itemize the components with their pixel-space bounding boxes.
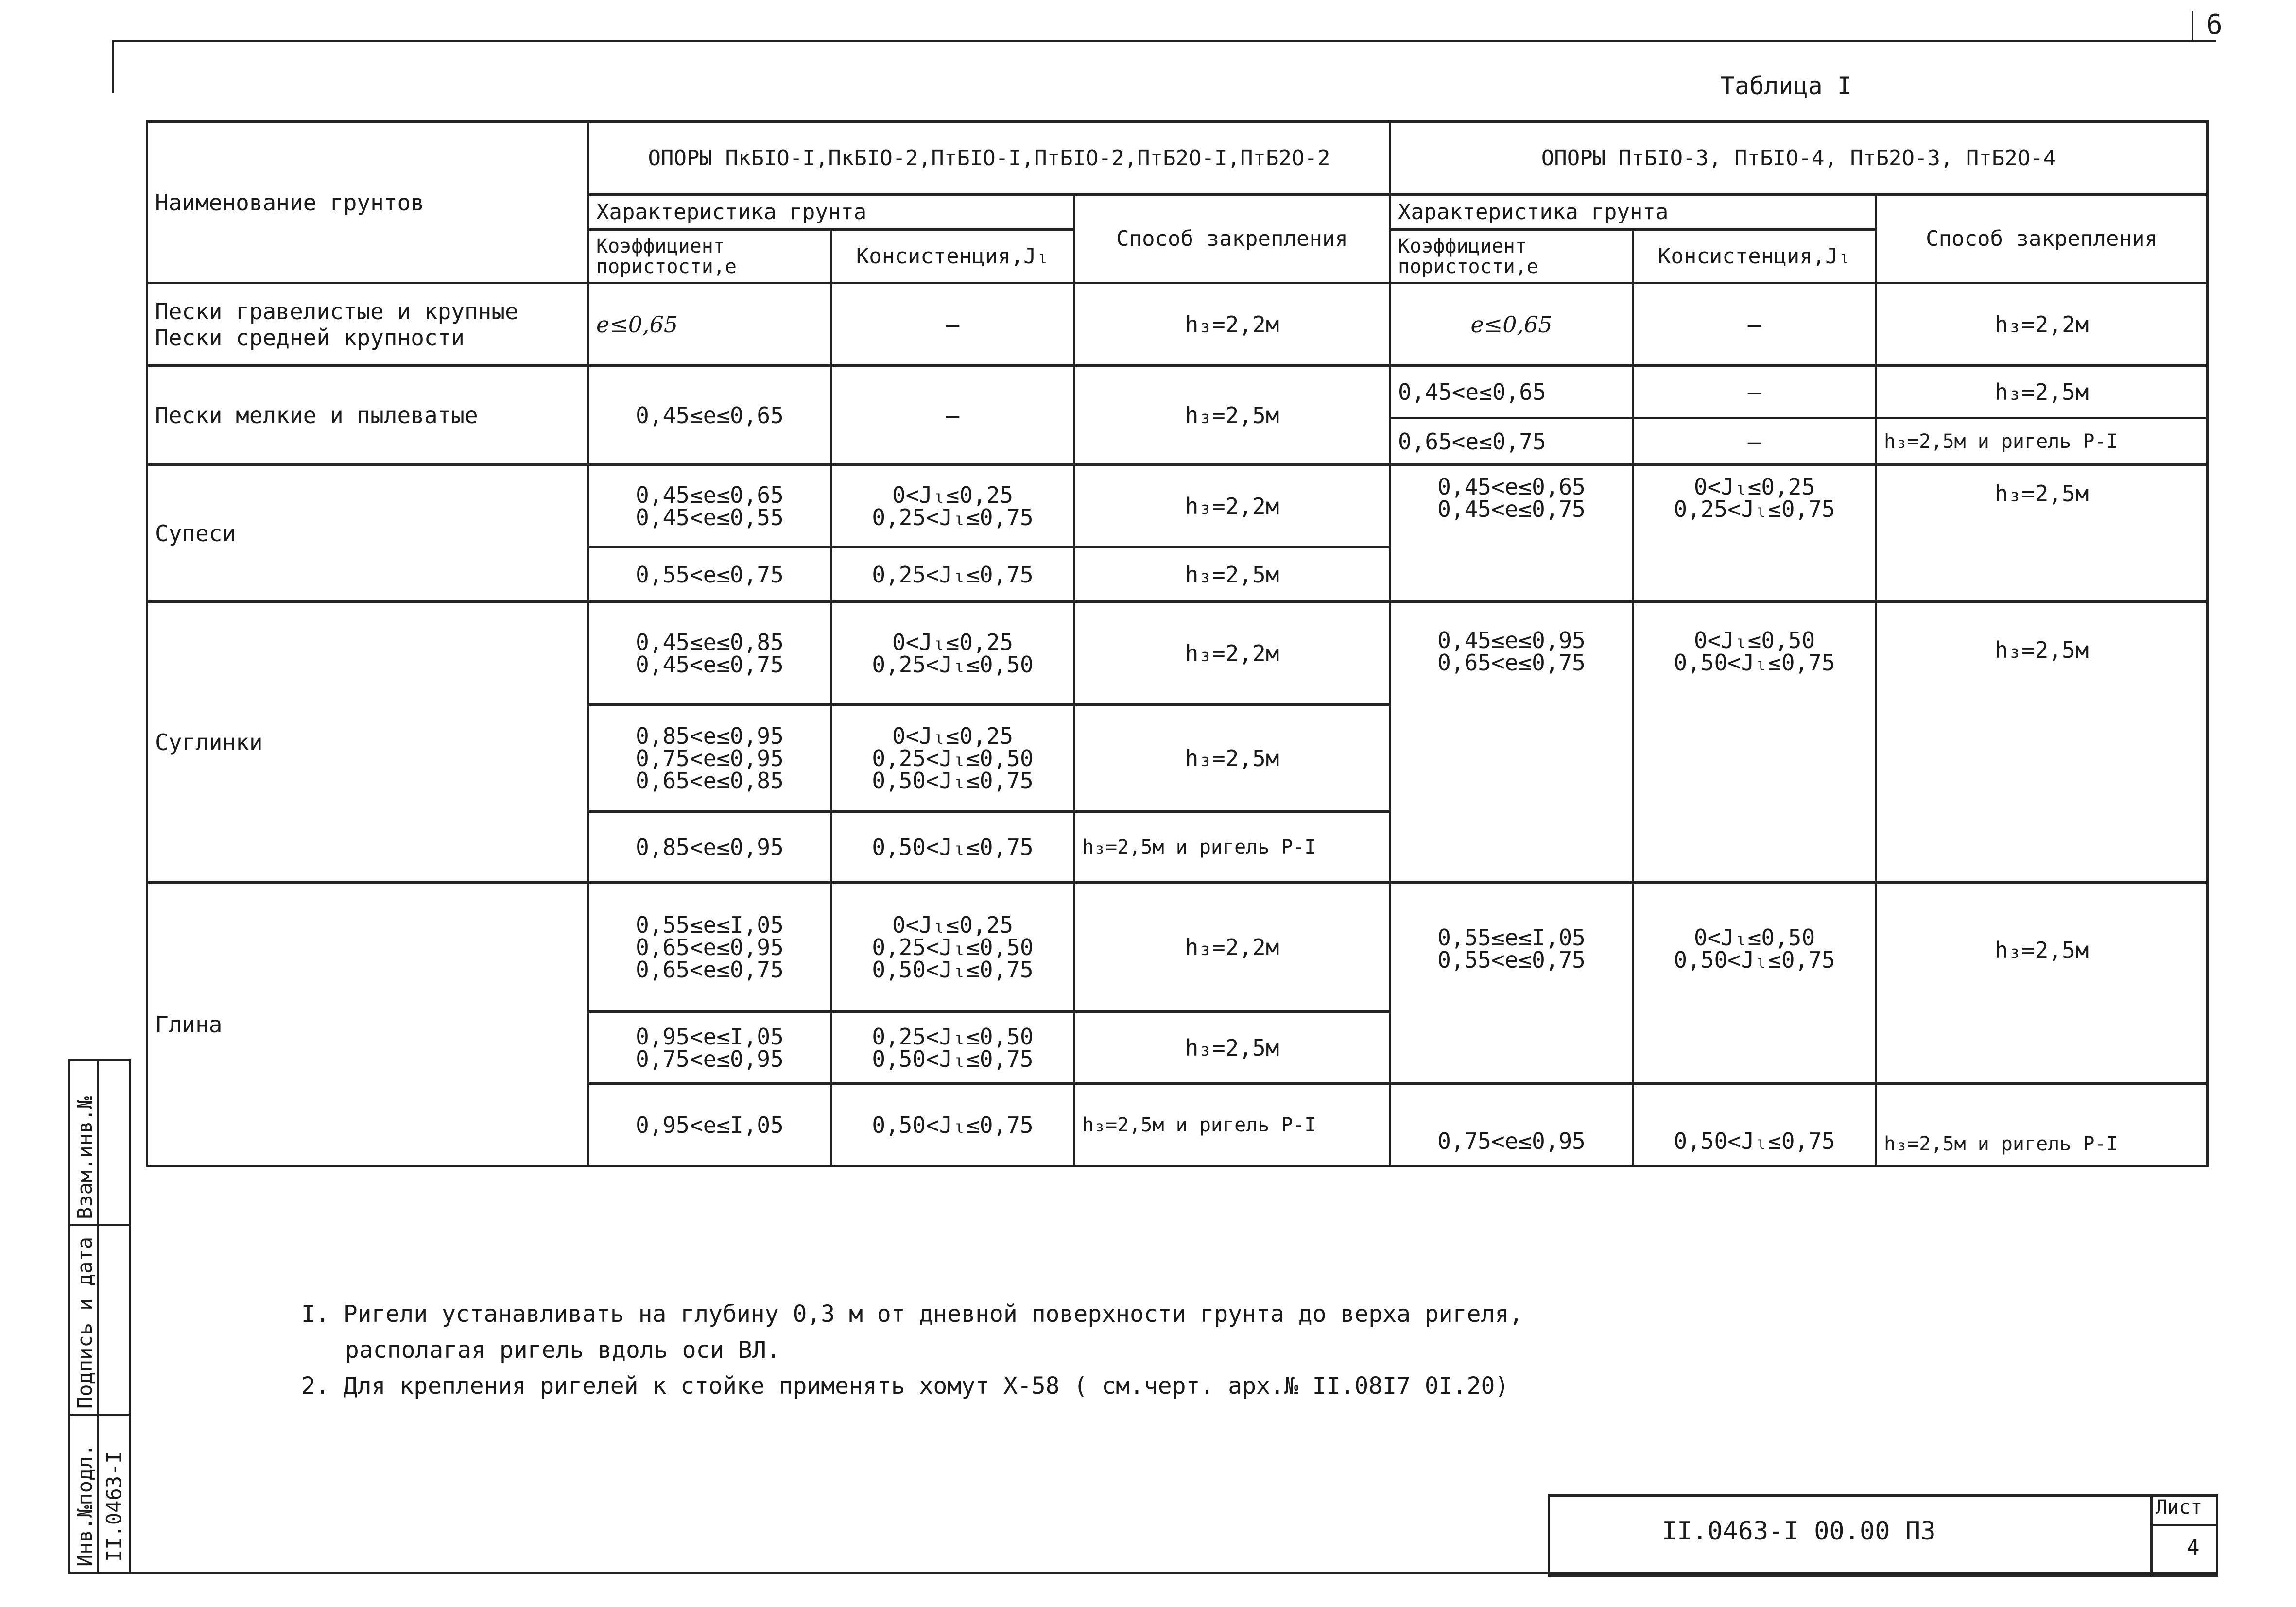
header-consistency-2: Консистенция,Jₗ	[1633, 230, 1876, 283]
row-suglinki-r2-e3: 0,65<e≤0,85	[636, 767, 784, 794]
row-gravel-g1-e: e≤0,65	[588, 283, 831, 366]
row-fine-g2-e1: 0,45<e≤0,65	[1390, 366, 1633, 418]
side-stamp-divider	[97, 1059, 99, 1572]
row-suglinki-g2-e2: 0,65<e≤0,75	[1437, 650, 1586, 676]
row-supesi-g2-j2: 0,25<Jₗ≤0,75	[1674, 496, 1835, 522]
row-glina-g2b-j: 0,50<Jₗ≤0,75	[1633, 1084, 1876, 1166]
row-gravel-g2-fix: h₃=2,2м	[1876, 283, 2208, 366]
row-fine-g1-j: –	[831, 366, 1074, 465]
row-supesi-r1-fix: h₃=2,2м	[1074, 465, 1390, 547]
row-glina-r3-e: 0,95<e≤I,05	[588, 1084, 831, 1166]
row-fine-g1-e: 0,45≤e≤0,65	[588, 366, 831, 465]
row-suglinki-g2-fix: h₃=2,5м	[1876, 602, 2208, 883]
row-glina-r2-e2: 0,75<e≤0,95	[636, 1045, 784, 1072]
side-label-replace: Взам.инв.№	[73, 1096, 97, 1219]
row-glina-g2b-fix: h₃=2,5м и ригель Р-I	[1876, 1084, 2208, 1166]
side-inv-number: II.0463-I	[102, 1451, 126, 1562]
row-suglinki-name: Суглинки	[147, 602, 588, 883]
row-glina-r3-j: 0,50<Jₗ≤0,75	[831, 1084, 1074, 1166]
note-1: I. Ригели устанавливать на глубину 0,3 м от дневной поверхности грунта до верха ригеля,	[301, 1300, 1523, 1328]
row-suglinki-g2-e	[1390, 602, 1633, 883]
row-glina-r1-j	[831, 883, 1074, 1012]
row-suglinki-r2-fix: h₃=2,5м	[1074, 705, 1390, 812]
row-suglinki-g2-j2: 0,50<Jₗ≤0,75	[1674, 650, 1835, 676]
header-soil-name: Наименование грунтов	[147, 122, 588, 283]
bottom-frame-line	[68, 1572, 2216, 1574]
row-gravel-g1-j: –	[831, 283, 1074, 366]
notes	[301, 1296, 1523, 1404]
row-glina-g2b-e: 0,75<e≤0,95	[1390, 1084, 1633, 1166]
row-glina-r2-e	[588, 1012, 831, 1084]
row-supesi-r1-e1: 0,45≤e≤0,65	[636, 481, 784, 508]
row-glina-g2a-j2: 0,50<Jₗ≤0,75	[1674, 947, 1835, 973]
row-supesi-name: Супеси	[147, 465, 588, 602]
header-fix-method-2: Способ закрепления	[1876, 195, 2208, 283]
row-glina-g2a-e	[1390, 883, 1633, 1084]
page-number: 6	[2206, 9, 2223, 40]
header-soil-char-1: Характеристика грунта	[588, 195, 1074, 230]
row-suglinki-r2-j2: 0,25<Jₗ≤0,50	[872, 745, 1034, 771]
row-gravel-g2-j: –	[1633, 283, 1876, 366]
row-supesi-r1-j1: 0<Jₗ≤0,25	[892, 481, 1014, 508]
soil-fixing-table	[146, 120, 2209, 1167]
row-glina-g2a-e2: 0,55<e≤0,75	[1437, 947, 1586, 973]
row-gravel-g2-e: e≤0,65	[1390, 283, 1633, 366]
row-supesi-r1-j2: 0,25<Jₗ≤0,75	[872, 504, 1034, 530]
document-code: II.0463-I 00.00 ПЗ	[1662, 1517, 1936, 1546]
row-glina-r3-fix: h₃=2,5м и ригель Р-I	[1074, 1084, 1390, 1166]
row-suglinki-r2-e	[588, 705, 831, 812]
row-suglinki-r3-j: 0,50<Jₗ≤0,75	[831, 812, 1074, 883]
row-suglinki-r2-e1: 0,85<e≤0,95	[636, 722, 784, 749]
row-supesi-g2-e2: 0,45<e≤0,75	[1437, 496, 1586, 522]
header-consistency-1: Консистенция,Jₗ	[831, 230, 1074, 283]
row-glina-r1-j3: 0,50<Jₗ≤0,75	[872, 956, 1034, 983]
header-soil-char-2: Характеристика грунта	[1390, 195, 1876, 230]
row-supesi-r1-e	[588, 465, 831, 547]
row-glina-r1-fix: h₃=2,2м	[1074, 883, 1390, 1012]
sheet-label: Лист	[2156, 1496, 2203, 1519]
side-label-inv: Инв.№подл.	[73, 1444, 97, 1567]
row-gravel-name-2: Пески средней крупности	[155, 324, 465, 351]
row-suglinki-r2-j1: 0<Jₗ≤0,25	[892, 722, 1014, 749]
top-frame-line	[112, 40, 2216, 42]
row-fine-g2-e2: 0,65<e≤0,75	[1390, 418, 1633, 465]
right-frame-tick	[2192, 11, 2193, 41]
row-supesi-r1-j	[831, 465, 1074, 547]
header-group1: ОПОРЫ ПкБIО-I,ПкБIО-2,ПтБIО-I,ПтБIО-2,ПтБ2О-I,ПтБ2О-2	[588, 122, 1390, 195]
row-glina-r2-j1: 0,25<Jₗ≤0,50	[872, 1023, 1034, 1050]
row-suglinki-r1-j	[831, 602, 1074, 705]
row-glina-g2a-j	[1633, 883, 1876, 1084]
header-fix-method-1: Способ закрепления	[1074, 195, 1390, 283]
row-glina-r1-e1: 0,55≤e≤I,05	[636, 911, 784, 938]
row-glina-r2-j2: 0,50<Jₗ≤0,75	[872, 1045, 1034, 1072]
row-suglinki-g2-j	[1633, 602, 1876, 883]
row-suglinki-g2-e1: 0,45≤e≤0,95	[1437, 627, 1586, 653]
header-porosity-2: Коэффициент пористости,e	[1390, 230, 1633, 283]
row-suglinki-r2-j3: 0,50<Jₗ≤0,75	[872, 767, 1034, 794]
row-glina-r1-e3: 0,65<e≤0,75	[636, 956, 784, 983]
row-fine-g1-fix: h₃=2,5м	[1074, 366, 1390, 465]
header-porosity-1: Коэффициент пористости,e	[588, 230, 831, 283]
row-suglinki-r1-j1: 0<Jₗ≤0,25	[892, 629, 1014, 655]
row-suglinki-r1-j2: 0,25<Jₗ≤0,50	[872, 651, 1034, 678]
row-fine-g2-j2: –	[1633, 418, 1876, 465]
row-glina-r1-e	[588, 883, 831, 1012]
row-supesi-r1-e2: 0,45<e≤0,55	[636, 504, 784, 530]
row-suglinki-r1-fix: h₃=2,2м	[1074, 602, 1390, 705]
row-supesi-r2-e: 0,55<e≤0,75	[588, 547, 831, 602]
row-supesi-g2-j	[1633, 465, 1876, 602]
row-supesi-g2-j1: 0<Jₗ≤0,25	[1693, 474, 1815, 500]
note-1-cont: располагая ригель вдоль оси ВЛ.	[345, 1336, 780, 1364]
row-supesi-g2-fix: h₃=2,5м	[1876, 465, 2208, 602]
row-fine-g2-fix1: h₃=2,5м	[1876, 366, 2208, 418]
row-supesi-r2-j: 0,25<Jₗ≤0,75	[831, 547, 1074, 602]
sheet-number: 4	[2187, 1535, 2200, 1560]
side-stamp-row-2	[68, 1414, 129, 1416]
row-supesi-r2-fix: h₃=2,5м	[1074, 547, 1390, 602]
row-suglinki-r2-e2: 0,75<e≤0,95	[636, 745, 784, 771]
row-supesi-g2-e	[1390, 465, 1633, 602]
table-title: Таблица I	[1720, 72, 1852, 100]
row-glina-r2-e1: 0,95<e≤I,05	[636, 1023, 784, 1050]
row-glina-r2-j	[831, 1012, 1074, 1084]
left-frame-tick	[112, 40, 114, 93]
row-glina-g2a-fix: h₃=2,5м	[1876, 883, 2208, 1084]
row-suglinki-r3-e: 0,85<e≤0,95	[588, 812, 831, 883]
row-glina-r1-j2: 0,25<Jₗ≤0,50	[872, 934, 1034, 960]
row-suglinki-r1-e2: 0,45<e≤0,75	[636, 651, 784, 678]
row-gravel-name-1: Пески гравелистые и крупные	[155, 298, 518, 325]
row-fine-name: Пески мелкие и пылеватые	[147, 366, 588, 465]
row-glina-g2a-j1: 0<Jₗ≤0,50	[1693, 924, 1815, 951]
row-suglinki-r1-e1: 0,45≤e≤0,85	[636, 629, 784, 655]
row-gravel-name	[147, 283, 588, 366]
note-2: 2. Для крепления ригелей к стойке применять хомут Х-58 ( см.черт. арх.№ II.08I7 0I.20)	[301, 1372, 1509, 1400]
row-glina-r2-fix: h₃=2,5м	[1074, 1012, 1390, 1084]
side-stamp-row-1	[68, 1224, 129, 1226]
row-gravel-g1-fix: h₃=2,2м	[1074, 283, 1390, 366]
header-group2: ОПОРЫ ПтБIО-3, ПтБIО-4, ПтБ2О-3, ПтБ2О-4	[1390, 122, 2208, 195]
row-glina-r1-e2: 0,65<e≤0,95	[636, 934, 784, 960]
row-glina-name: Глина	[147, 883, 588, 1166]
sheet-box-divider	[2150, 1524, 2216, 1526]
row-glina-r1-j1: 0<Jₗ≤0,25	[892, 911, 1014, 938]
row-fine-g2-j1: –	[1633, 366, 1876, 418]
row-suglinki-g2-j1: 0<Jₗ≤0,50	[1693, 627, 1815, 653]
row-suglinki-r1-e	[588, 602, 831, 705]
row-suglinki-r2-j	[831, 705, 1074, 812]
row-glina-g2a-e1: 0,55≤e≤I,05	[1437, 924, 1586, 951]
row-fine-g2-fix2: h₃=2,5м и ригель Р-I	[1876, 418, 2208, 465]
row-supesi-g2-e1: 0,45<e≤0,65	[1437, 474, 1586, 500]
side-label-signature: Подпись и дата	[73, 1236, 97, 1409]
row-suglinki-r3-fix: h₃=2,5м и ригель Р-I	[1074, 812, 1390, 883]
